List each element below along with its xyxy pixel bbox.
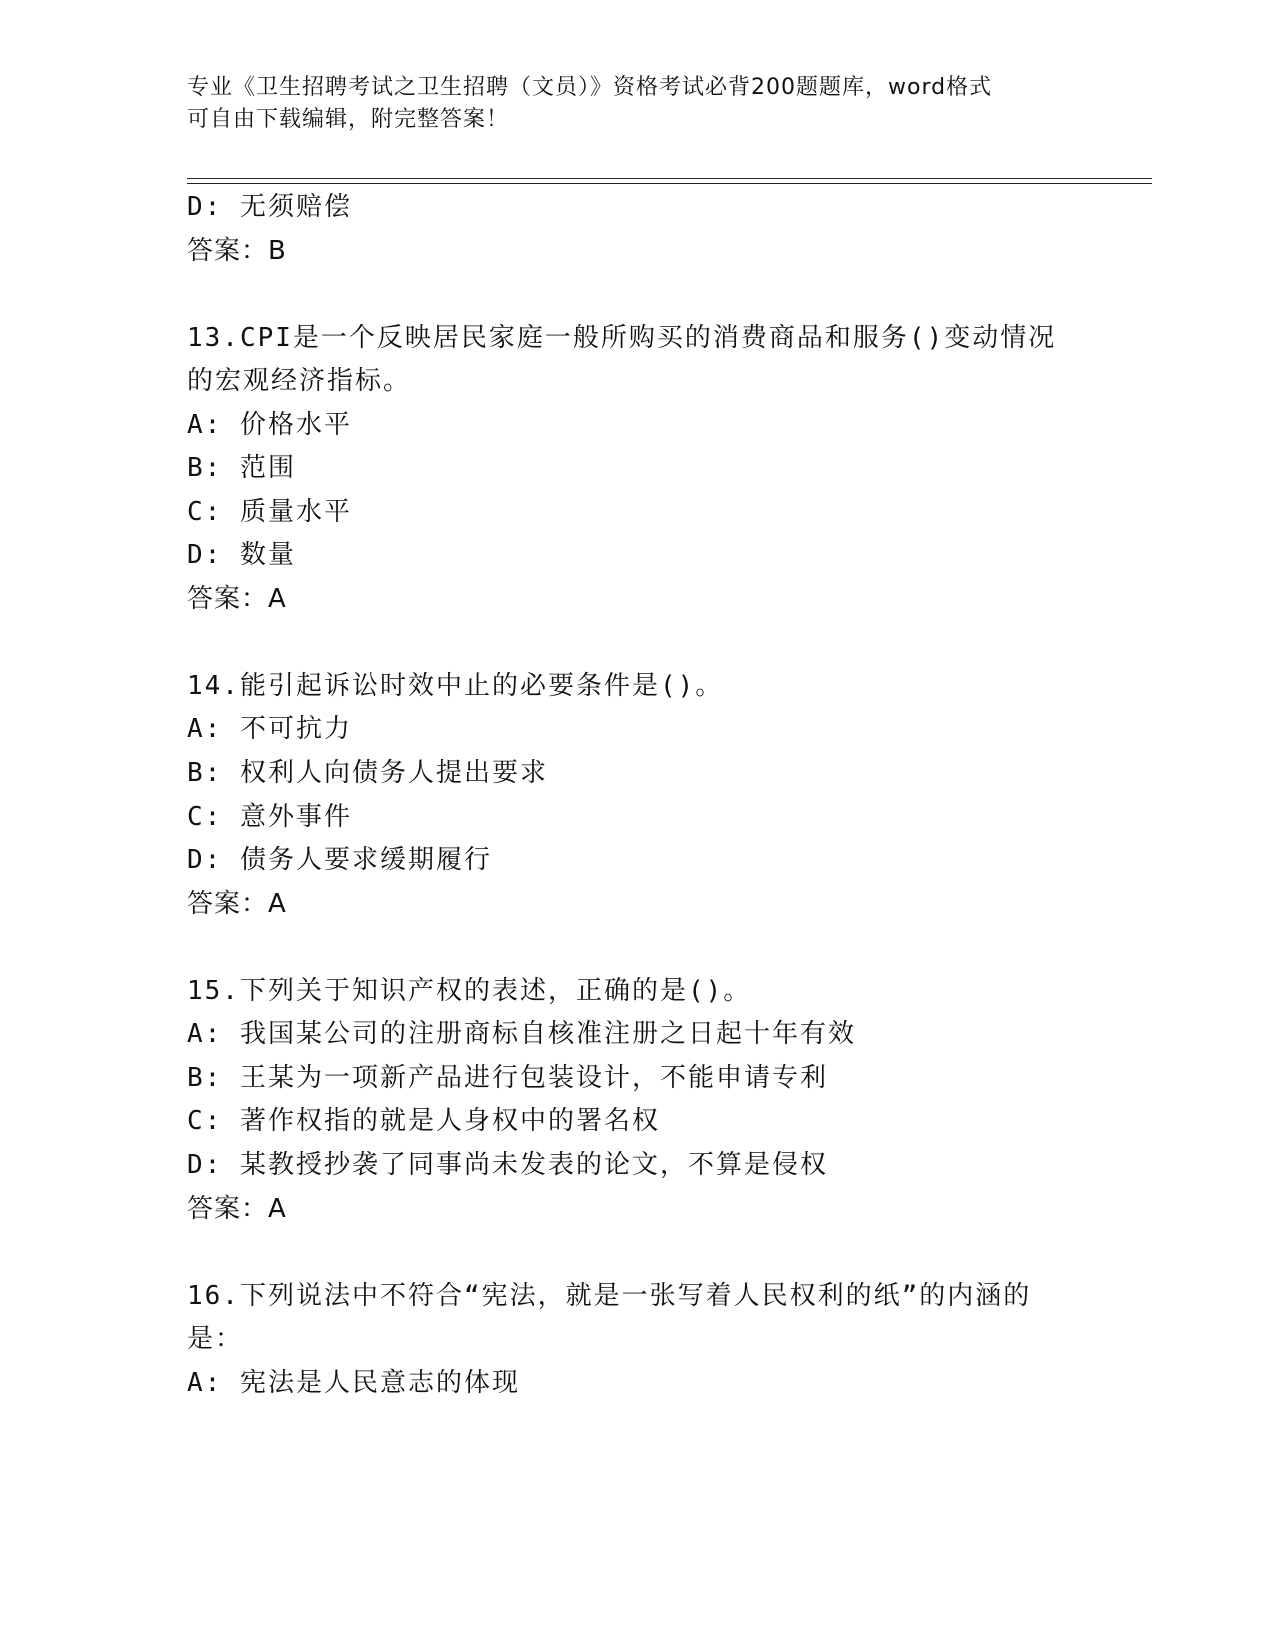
q15-option-c: C: 著作权指的就是人身权中的署名权 (187, 1106, 660, 1136)
q14-stem: 14.能引起诉讼时效中止的必要条件是()。 (187, 671, 724, 701)
q13-option-b: B: 范围 (187, 453, 296, 483)
q13-option-c: C: 质量水平 (187, 497, 352, 527)
q14-option-d: D: 债务人要求缓期履行 (187, 845, 492, 875)
header-line-1: 专业《卫生招聘考试之卫生招聘（文员）》资格考试必背200题题库，word格式 (187, 75, 993, 100)
q14-option-c: C: 意外事件 (187, 802, 352, 832)
q13-answer: 答案：A (187, 584, 287, 614)
q16-stem-line-2: 是： (187, 1324, 244, 1354)
q15-option-a: A: 我国某公司的注册商标自核准注册之日起十年有效 (187, 1019, 856, 1049)
q16-stem-line-1: 16.下列说法中不符合“宪法，就是一张写着人民权利的纸”的内涵的 (187, 1281, 1032, 1311)
q13-option-a: A: 价格水平 (187, 410, 352, 440)
header-divider-bottom (187, 183, 1152, 184)
q14-answer: 答案：A (187, 889, 287, 919)
q15-option-b: B: 王某为一项新产品进行包装设计，不能申请专利 (187, 1063, 828, 1093)
q13-stem-line-1: 13.CPI是一个反映居民家庭一般所购买的消费商品和服务()变动情况 (187, 323, 1057, 353)
q15-answer: 答案：A (187, 1194, 287, 1224)
document-header (187, 72, 1067, 136)
q15-option-d: D: 某教授抄袭了同事尚未发表的论文，不算是侵权 (187, 1150, 828, 1180)
header-line-2: 可自由下载编辑，附完整答案！ (187, 107, 510, 132)
q12-answer: 答案：B (187, 236, 287, 266)
q14-option-b: B: 权利人向债务人提出要求 (187, 758, 548, 788)
header-divider-top (187, 178, 1152, 179)
q13-option-d: D: 数量 (187, 540, 296, 570)
q16-option-a: A: 宪法是人民意志的体现 (187, 1368, 520, 1398)
q14-option-a: A: 不可抗力 (187, 714, 352, 744)
q15-stem: 15.下列关于知识产权的表述，正确的是()。 (187, 976, 752, 1006)
q12-option-d: D: 无须赔偿 (187, 192, 352, 222)
q13-stem-line-2: 的宏观经济指标。 (187, 366, 412, 396)
